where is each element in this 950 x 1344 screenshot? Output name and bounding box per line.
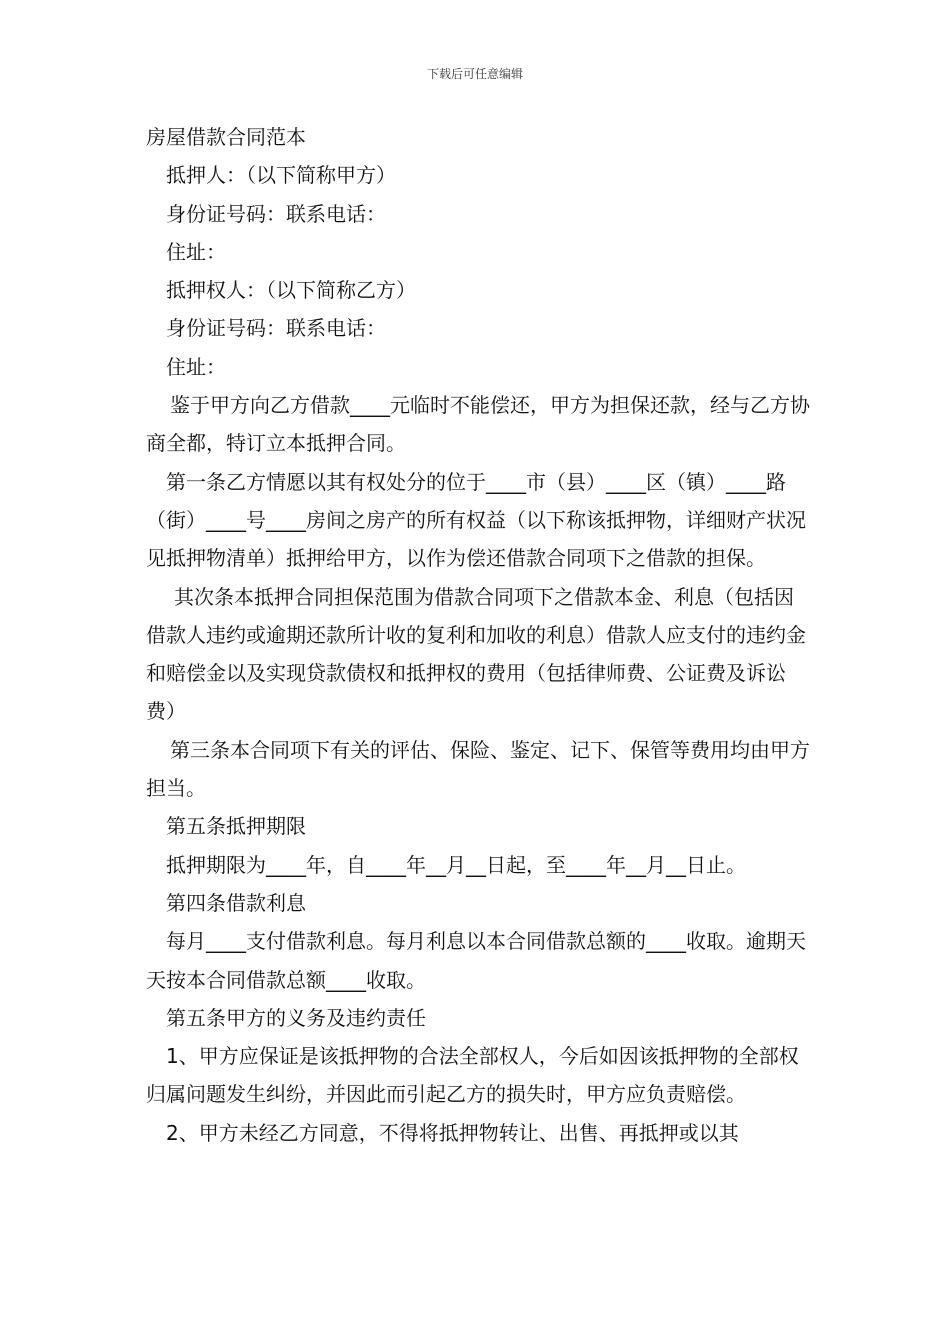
paragraph-mortgagee-address: 住址： bbox=[166, 354, 226, 379]
paragraph-article-interest: 每月____支付借款利息。每月利息以本合同借款总额的____收取。逾期天天按本合同借款总额____收取。 bbox=[146, 929, 806, 992]
paragraph-mortgagor-address: 住址： bbox=[166, 239, 226, 264]
paragraph-obligation-1: 1、甲方应保证是该抵押物的合法全部权人，今后如因该抵押物的全部权归属问题发生纠纷，并因此而引起乙方的损失时，甲方应负责赔偿。 bbox=[146, 1044, 799, 1107]
paragraph-article-2: 其次条本抵押合同担保范围为借款合同项下之借款本金、利息（包括因借款人违约或逾期还款所计收的复利和加收的利息）借款人应支付的违约金和赔偿金以及实现贷款债权和抵押权的费用（包括律师费、公证费及诉讼费） bbox=[146, 584, 806, 724]
paragraph-article-interest-heading: 第四条借款利息 bbox=[166, 890, 306, 915]
paragraph-article-term: 抵押期限为____年，自____年__月__日起，至____年__月__日止。 bbox=[166, 852, 746, 877]
paragraph-mortgagor-id: 身份证号码：联系电话： bbox=[166, 201, 386, 226]
paragraph-mortgagor: 抵押人：（以下简称甲方） bbox=[166, 163, 396, 188]
document-title: 房屋借款合同范本 bbox=[146, 125, 306, 149]
page-header-note: 下载后可任意编辑 bbox=[426, 67, 523, 81]
paragraph-article-obligations-heading: 第五条甲方的义务及违约责任 bbox=[166, 1005, 426, 1030]
paragraph-obligation-2: 2、甲方未经乙方同意，不得将抵押物转让、出售、再抵押或以其 bbox=[166, 1120, 739, 1145]
paragraph-article-1: 第一条乙方情愿以其有权处分的位于____市（县）____区（镇）____路（街）____号____房间之房产的所有权益（以下称该抵押物，详细财产状况见抵押物清单）抵押给甲方，以作为偿还借款合同项下之借款的担保。 bbox=[146, 469, 806, 571]
paragraph-preamble: 鉴于甲方向乙方借款____元临时不能偿还，甲方为担保还款，经与乙方协商全都，特订立本抵押合同。 bbox=[146, 393, 810, 456]
paragraph-article-term-heading: 第五条抵押期限 bbox=[166, 814, 306, 839]
paragraph-article-3: 第三条本合同项下有关的评估、保险、鉴定、记下、保管等费用均由甲方担当。 bbox=[146, 737, 810, 801]
paragraph-mortgagee-id: 身份证号码：联系电话： bbox=[166, 316, 386, 341]
paragraph-mortgagee: 抵押权人：（以下简称乙方） bbox=[166, 278, 416, 303]
document-body bbox=[146, 118, 811, 1152]
